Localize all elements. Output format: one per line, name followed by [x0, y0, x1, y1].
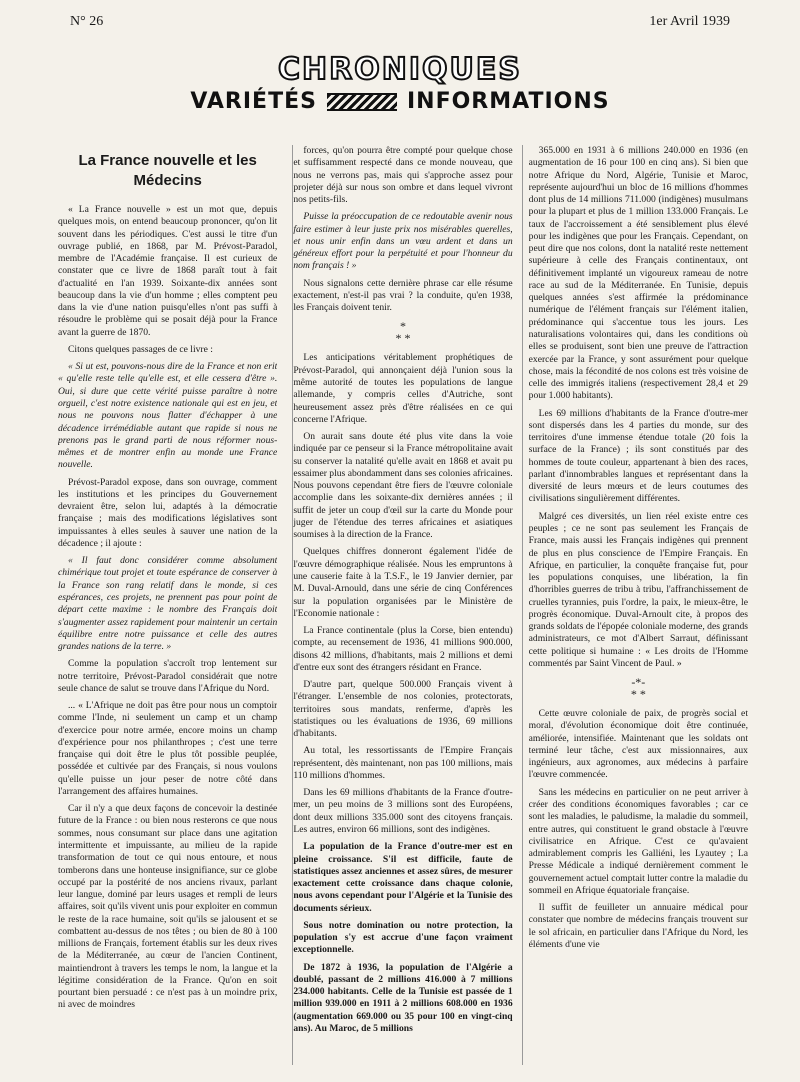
column-1: [58, 145, 277, 1065]
paragraph: ... « L'Afrique ne doit pas être pour nous un comptoir comme l'Inde, ni seulement un camp et un champ d'exercice pour notre armée, encore moins un champ d'expérience pour nos philanthropes ; c'est une terre française qui doit être le plus tôt possible peuplée, possédée et cultivée par des Français, si nous voulons qu'elle puisse un jour peser de notre côté dans l'arrangement des affaires humaines.: [58, 700, 278, 797]
paragraph: Nous signalons cette dernière phrase car elle résume exactement, n'est-il pas vrai ? la conduite, qu'en 1938, les Français doivent tenir.: [293, 277, 513, 314]
paragraph: On aurait sans doute été plus vite dans la voie indiquée par ce penseur si la France métropolitaine avait su conserver la natalité qu'elle avait en 1868 et avait pu essaimer plus abondamment dans ses colonies africaines. Nous pouvons cependant être fiers de l'œuvre coloniale accomplie dans les soixante-dix dernières années ; il suffit de jeter un coup d'œil sur la carte du Monde pour juger de l'étendue des terres africaines et asiatiques soumises à la direction de la France.: [293, 431, 513, 541]
column-2: [293, 145, 512, 1065]
masthead-right: INFORMATIONS: [406, 89, 610, 114]
ornament-icon: [327, 93, 397, 111]
paragraph: Dans les 69 millions d'habitants de la France d'outre-mer, un peu moins de 3 millions sont des Européens, dont deux millions 335.000 sont des citoyens français. Les autres, environ 66 millions, sont des indigènes.: [293, 787, 513, 836]
paragraph: Car il n'y a que deux façons de concevoir la destinée future de la France : ou bien nous resterons ce que nous sommes, nous consumant sur place dans une agitation intermittente et impuissante, au milieu de la rapide transformation de tout ce qui nous entoure, et nous tomberons dans une honteuse insignifiance, sur ce globe occupé par la postérité de nos anciens rivaux, parlant leur langue, dominé par leurs usages et rempli de leurs affaires, soit qu'ils vivent unis pour exploiter en commun le reste de la race humaine, soit qu'ils se jalousent et se combattent au-dessus de nos têtes ; ou bien de 80 à 100 millions de Français, fortement établis sur les deux rives de la Méditerranée, au cœur de l'ancien Continent, maintiendront à travers les temps le nom, la langue et la légitime considération de la France. Qu'on en soit pourtant bien persuadé : ce n'est pas à un moindre prix, ni avec de moindres: [58, 803, 278, 1011]
quote-paragraph: Puisse la préoccupation de ce redoutable avenir nous faire estimer à leur juste prix nos misérables querelles, et nous unir enfin dans un vœu ardent et dans un généreux effort pour la perpétuité et pour l'honneur du nom français ! »: [293, 211, 513, 272]
paragraph: Quelques chiffres donneront également l'idée de l'œuvre démographique réalisée. Nous les empruntons à une causerie faite à la T.S.F., le 19 Janvier dernier, par M. Duval-Arnould, dans une série de cinq Conférences sur la population organisées par le Ministère de l'Economie nationale :: [293, 546, 513, 619]
masthead: [0, 52, 800, 114]
column-3: [529, 145, 748, 1065]
paragraph: forces, qu'on pourra être compté pour quelque chose et suffisamment respecté dans ce monde nouveau, que nous ne verrons pas, mais qui s'approche assez pour projeter déjà sur nous son ombre et dans lequel vivront nos petits-fils.: [293, 145, 513, 206]
paragraph: « La France nouvelle » est un mot que, depuis quelques mois, on entend beaucoup prononcer, qu'on lit souvent dans les périodiques. C'est aussi le titre d'un ouvrage publié, en 1868, par M. Prévost-Paradol, membre de l'Académie française. Il est curieux de constater que ce livre de 1868 paraît tout à fait d'actualité en l'an 1939. Soixante-dix années sont beaucoup dans la vie d'un homme ; elles comptent peu dans la vie d'une nation puisqu'elles n'ont pas suffi à résoudre le problème qui se posait déjà pour la France avant la guerre de 1870.: [58, 204, 278, 338]
quote-paragraph: « Il faut donc considérer comme absolument chimérique tout projet et toute espérance de conserver à la France son rang relatif dans le monde, si ces espérances, ces projets, ne prennent pas pour point de départ cette maxime : le nombre des Français doit s'augmenter assez rapidement pour maintenir un certain équilibre entre notre puissance et celle des autres grandes nations de la terre. »: [58, 555, 278, 653]
paragraph: Les anticipations véritablement prophétiques de Prévost-Paradol, qui annonçaient déjà l'union sous la même autorité de toutes les populations de langue allemande, y compris celles d'Autriche, sont heureusement assez près d'être réalisées en ce qui concerne l'Afrique.: [293, 352, 513, 425]
paragraph: Comme la population s'accroît trop lentement sur notre territoire, Prévost-Paradol considérait que notre seule chance de salut se trouve dans l'Afrique du Nord.: [58, 658, 278, 694]
masthead-title: CHRONIQUES: [278, 52, 522, 87]
issue-number: N° 26: [70, 14, 104, 29]
paragraph: Malgré ces diversités, un lien réel existe entre ces peuples ; ce ne sont pas seulement les Français de France, mais aussi les Français indigènes qui prennent de plus en plus conscience de l'Empire Français. En Afrique, en particulier, la conquête française fut, pour les populations conquises, une libération, la fin d'horribles guerres de tribu à tribu, l'affranchissement de cruelles tyrannies, puis l'ordre, la paix, le mieux-être, le progrès économique. Duval-Arnoult cite, à propos des grands soldats de l'épopée coloniale moderne, des grands administrateurs, ce mot d'Albert Sarraut, définissant cette politique si humaine : « Les droits de l'Homme commentés par Saint Vincent de Paul. »: [528, 510, 748, 669]
paragraph: La France continentale (plus la Corse, bien entendu) compte, au recensement de 1936, 41 millions 900.000, disons 42 millions, d'habitants, mais 2 millions et demi d'entre eux sont des étrangers résidant en France.: [293, 625, 513, 673]
section-separator: * * *: [395, 319, 411, 346]
paragraph: Au total, les ressortissants de l'Empire Français représentent, dès maintenant, non pas 100 millions, mais 110 millions d'hommes.: [293, 745, 513, 781]
masthead-left: VARIÉTÉS: [190, 89, 317, 114]
paragraph: Il suffit de feuilleter un annuaire médical pour constater que nombre de médecins français trouvent sur le sol africain, en particulier dans l'Afrique du Nord, les éléments d'une vie: [528, 902, 748, 950]
quote-paragraph: « Si ut est, pouvons-nous dire de la France et non erit « qu'elle reste telle qu'elle est, et elle cessera d'être ». Oui, si dure que cette vérité puisse paraître à notre orgueil, c'est notre existence nationale qui est en jeu, et nous ne pouvons nous flatter d'échapper à une décadence irrémédiable autant que rapide si nous ne prenons pas le grand parti de nous réformer nous-mêmes et de montrer enfin au monde une France nouvelle.: [58, 361, 278, 471]
article-title: La France nouvelle et les Médecins: [78, 152, 257, 189]
paragraph: De 1872 à 1936, la population de l'Algérie a doublé, passant de 2 millions 416.000 à 7 millions 234.000 habitants. Celle de la Tunisie est passée de 1 million 939.000 en 1911 à 2 millions 608.000 en 1936 (augmentation 669.000 ou 35 pour 100 en vingt-cinq ans). Au Maroc, de 5 millions: [293, 961, 513, 1034]
paragraph: Cette œuvre coloniale de paix, de progrès social et moral, d'évolution économique doit être continuée, améliorée, intensifiée. Maintenant que les soldats ont terminé leur tâche, c'est aux missionnaires, aux ingénieurs, aux agronomes, aux médecins à parfaire l'œuvre commencée.: [528, 708, 748, 781]
masthead-subtitle: [0, 89, 800, 114]
paragraph: Prévost-Paradol expose, dans son ouvrage, comment les institutions et les principes du Gouvernement devraient être, selon lui, adaptés à la démocratie française ; mais des modifications législatives sont impuissantes à elles seules à sauver une nation de la décadence ; il ajoute :: [58, 476, 278, 549]
paragraph: 365.000 en 1931 à 6 millions 240.000 en 1936 (en augmentation de 16 pour 100 en cinq ans). Si bien que notre Afrique du Nord, Algérie, Tunisie et Maroc, représente aujourd'hui un bloc de 16 millions d'hommes dont plus de 14 millions 711.000 (indigènes) musulmans pour la plupart et plus de 1 million 133.000 Français. Le taux de l'accroissement a été sensiblement plus élevé pour les indigènes que pour les Français. Cependant, on peut dire que nos colons, dont la natalité reste nettement supérieure à celle des Français continentaux, ont définitivement implanté un vigoureux rameau de notre race au sud de la Méditerranée. En Tunisie, depuis quelques années s'est affirmée la prédominance numérique de l'élément français sur l'élément italien, prédominance qui s'accentue tous les jours. Les naturalisations volontaires qui, dans les conditions où elles se produisent, sont bien une preuve de l'attraction exercée par la France, y sont assurément pour quelque chose, mais la fécondité de nos colons est très voisine de celle des immigrés italiens (respectivement 28,4 et 29 pour 1.000 habitants).: [528, 145, 748, 402]
paragraph: Sous notre domination ou notre protection, la population s'y est accrue d'une façon vraiment exceptionnelle.: [293, 919, 513, 956]
section-separator: -*- * *: [630, 675, 646, 702]
paragraph: La population de la France d'outre-mer est en pleine croissance. S'il est difficile, faute de statistiques assez anciennes et assez sûres, de mesurer exactement cette croissance dans chaque colonie, nous avons cependant pour l'Algérie et la Tunisie des documents sérieux.: [293, 841, 513, 914]
paragraph: Sans les médecins en particulier on ne peut arriver à créer des conditions économiques favorables ; car ce sont les maladies, le paludisme, la maladie du sommeil, entre autres, qui constituent le grand obstacle à l'œuvre civilisatrice en Afrique. C'est ce qu'avaient admirablement compris les Galliéni, les Lyautey ; La Presse Médicale a indiqué dernièrement comment le gouvernement actuel comptait lutter contre la maladie du sommeil en Afrique équatoriale française.: [528, 786, 748, 896]
paragraph: Citons quelques passages de ce livre :: [68, 343, 213, 355]
article-columns: [58, 145, 748, 1065]
paragraph: Les 69 millions d'habitants de la France d'outre-mer sont dispersés dans les 4 parties du monde, sur des territoires d'une immense étendue totale (20 fois la surface de la France) ; ils sont constitués par des hommes de toute couleur, appartenant à bien des races, parlant d'innombrables langues et représentant dans la diversité de leurs mœurs et de leurs coutumes des civilisations singulièrement différentes.: [528, 407, 748, 505]
issue-date: 1er Avril 1939: [649, 14, 730, 29]
paragraph: D'autre part, quelque 500.000 Français vivent à l'étranger. L'ensemble de nos colonies, protectorats, territoires sous mandats, renferme, d'après les statistiques ou les évaluations de 1936, 69 millions d'habitants.: [293, 679, 513, 740]
